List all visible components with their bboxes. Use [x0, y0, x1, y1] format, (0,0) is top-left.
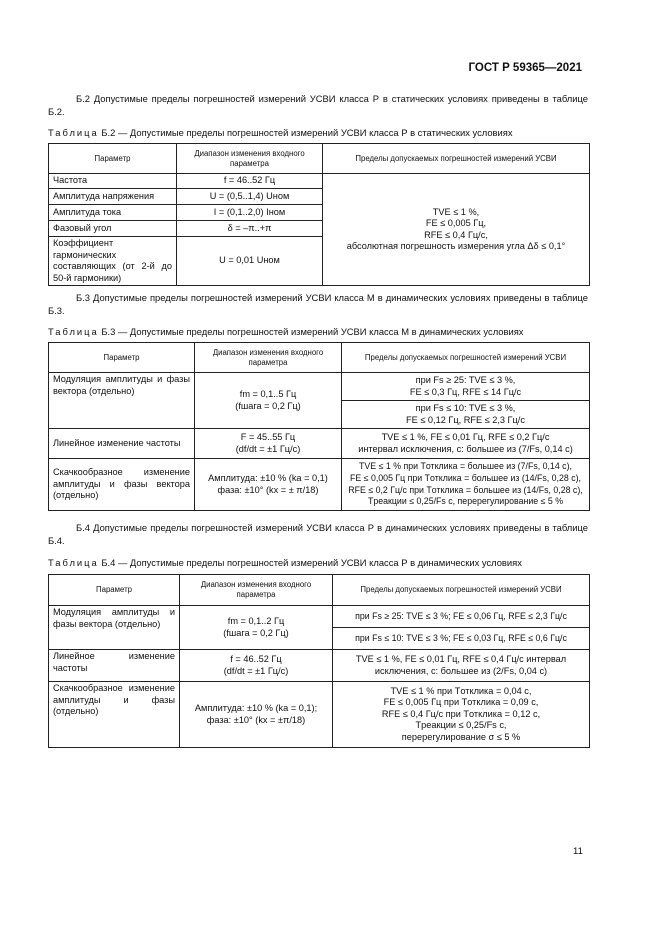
b4-header-row: [49, 575, 590, 606]
table-row: [49, 429, 590, 459]
b4-row3-range-line: фаза: ±10° (kx = ±π/18): [206, 714, 306, 725]
b4-header-param: Параметр: [49, 575, 180, 606]
b3-caption-text: Б.3 — Допустимые пределы погрешностей измерений УСВИ класса М в динамических условиях: [98, 326, 524, 337]
table-row: [49, 650, 590, 682]
b4-row3-range: [180, 682, 333, 748]
b3-row2-limit: [342, 429, 590, 459]
b4-table-caption: [48, 557, 598, 569]
b2-limits-cell: [323, 174, 590, 286]
b4-row2-param: Линейное изменение частоты: [49, 650, 180, 682]
b2-header-limits: Пределы допускаемых погрешностей измерений УСВИ: [323, 144, 590, 174]
b2-row-param: Частота: [49, 174, 177, 189]
page-number: 11: [573, 846, 583, 857]
b2-row-range: δ = –π..+π: [177, 221, 323, 237]
b3-row3-param: Скачкообразное изменение амплитуды и фазы вектора (отдельно): [49, 459, 195, 511]
b4-limit-line: FE ≤ 0,005 Гц при Tотклика = 0,09 с,: [383, 697, 539, 708]
b4-row1-range-line: (fшага = 0,2 Гц): [223, 627, 289, 638]
b3-row2-range-line: (df/dt = ±1 Гц/с): [235, 443, 301, 454]
b2-row-param: Коэффициент гармонических составляющих (от 2-й до 50-й гармоники): [49, 237, 177, 286]
b3-row3-range-line: фаза: ±10° (kx = ± π/18): [217, 484, 319, 495]
b3-row1-range-line: fm = 0,1..5 Гц: [239, 388, 297, 399]
b4-row1-range-line: fm = 0,1..2 Гц: [227, 615, 285, 626]
b2-row-param: Фазовый угол: [49, 221, 177, 237]
b4-intro-paragraph: [48, 522, 588, 547]
b4-row3-range-line: Амплитуда: ±10 % (ka = 0,1);: [194, 702, 318, 713]
b3-limit-line: TVE ≤ 1 %, FE ≤ 0,01 Гц, RFE ≤ 0,2 Гц/с: [381, 431, 550, 442]
b2-row-param: Амплитуда тока: [49, 205, 177, 221]
b4-caption-word: Таблица: [48, 557, 99, 568]
b4-header-limits: Пределы допускаемых погрешностей измерений УСВИ: [333, 575, 590, 606]
table-row: [49, 459, 590, 511]
document-id: ГОСТ Р 59365—2021: [468, 62, 582, 74]
b2-limit-line: RFE ≤ 0,4 Гц/с,: [424, 229, 488, 240]
b3-limit-line: TVE ≤ 1 % при Tотклика = большее из (7/Fs, 0,14 с),: [359, 461, 572, 472]
b3-header-row: [49, 343, 590, 373]
b2-header-range: Диапазон изменения входного параметра: [177, 144, 323, 174]
b4-row3-limit: [333, 682, 590, 748]
b3-limit-line: FE ≤ 0,005 Гц при Tотклика = большее из (14/Fs, 0,28 с),: [349, 472, 582, 483]
b2-row-range: U = 0,01 Uном: [177, 237, 323, 286]
b2-limit-line: абсолютная погрешность измерения угла Δδ ≤ 0,1°: [346, 241, 566, 252]
table-row: [49, 682, 590, 748]
b2-limit-line: FE ≤ 0,005 Гц,: [425, 218, 487, 229]
b3-limit-line: Tреакции ≤ 0,25/Fs с, перерегулирование ≤ 5 %: [367, 496, 564, 507]
b4-limit-line: Tреакции ≤ 0,25/Fs с,: [415, 720, 507, 731]
b2-header-param: Параметр: [49, 144, 177, 174]
b4-limit-line: RFE ≤ 0,4 Гц/с при Tотклика = 0,12 с,: [381, 708, 541, 719]
b3-limit-line: при Fs ≤ 10: TVE ≤ 3 %,: [415, 402, 516, 413]
b4-row1-range: [180, 606, 333, 650]
b4-row2-limit: [333, 650, 590, 682]
b4-row2-range: [180, 650, 333, 682]
b4-header-range: Диапазон изменения входного параметра: [180, 575, 333, 606]
b2-intro-paragraph: [48, 93, 588, 118]
b2-row-range: U = (0,5..1,4) Uном: [177, 189, 323, 205]
b3-table-caption: [48, 326, 598, 338]
b3-header-limits: Пределы допускаемых погрешностей измерений УСВИ: [342, 343, 590, 373]
b3-limit-line: интервал исключения, с: большее из (7/Fs, 0,14 с): [358, 443, 573, 454]
table-row: [49, 373, 590, 401]
b2-caption-word: Таблица: [48, 127, 99, 138]
b3-table: [48, 342, 590, 511]
b2-row-range: f = 46..52 Гц: [177, 174, 323, 189]
b2-intro-text: Б.2 Допустимые пределы погрешностей измерений УСВИ класса Р в статических условиях приведены в таблице Б.2.: [48, 93, 588, 117]
b3-limit-line: при Fs ≥ 25: TVE ≤ 3 %,: [415, 374, 516, 385]
b3-row2-range-line: F = 45..55 Гц: [240, 431, 296, 442]
b4-intro-text: Б.4 Допустимые пределы погрешностей измерений УСВИ класса Р в динамических условиях приведены в таблице Б.4.: [48, 522, 588, 546]
b2-caption-text: Б.2 — Допустимые пределы погрешностей измерений УСВИ класса Р в статических условиях: [98, 127, 513, 138]
b3-row2-range: [195, 429, 342, 459]
b4-caption-text: Б.4 — Допустимые пределы погрешностей измерений УСВИ класса Р в динамических условиях: [98, 557, 522, 568]
b2-row-range: I = (0,1..2,0) Iном: [177, 205, 323, 221]
b3-header-param: Параметр: [49, 343, 195, 373]
b3-row2-param: Линейное изменение частоты: [49, 429, 195, 459]
b3-row1-param: Модуляция амплитуды и фазы вектора (отдельно): [49, 373, 195, 429]
b3-caption-word: Таблица: [48, 326, 99, 337]
b3-intro-text: Б.3 Допустимые пределы погрешностей измерений УСВИ класса М в динамических условиях приведены в таблице Б.3.: [48, 292, 588, 316]
b4-row2-range-line: f = 46..52 Гц: [230, 653, 282, 664]
b2-header-row: [49, 144, 590, 174]
b2-table: [48, 143, 590, 286]
table-row: [49, 174, 590, 189]
table-row: [49, 606, 590, 628]
b4-limit-line: исключения, с: большее из (2/Fs, 0,04 с): [374, 665, 548, 676]
b3-row3-range-line: Амплитуда: ±10 % (ka = 0,1): [208, 472, 328, 483]
b4-limit-line: TVE ≤ 1 % при Tотклика = 0,04 с,: [390, 685, 532, 696]
b4-row1-param: Модуляция амплитуды и фазы вектора (отдельно): [49, 606, 180, 650]
b3-limit-line: RFE ≤ 0,2 Гц/с при Tотклика = большее из (14/Fs, 0,28 с),: [348, 484, 583, 495]
b4-row1-limit-a: при Fs ≥ 25: TVE ≤ 3 %; FE ≤ 0,06 Гц, RFE ≤ 2,3 Гц/с: [333, 606, 590, 628]
b4-row3-param: Скачкообразное изменение амплитуды и фазы (отдельно): [49, 682, 180, 748]
b4-row1-limit-b: при Fs ≤ 10: TVE ≤ 3 %; FE ≤ 0,03 Гц, RFE ≤ 0,6 Гц/с: [333, 628, 590, 650]
b3-row3-range: [195, 459, 342, 511]
b4-row2-range-line: (df/dt = ±1 Гц/с): [223, 665, 289, 676]
b4-limit-line: TVE ≤ 1 %, FE ≤ 0,01 Гц, RFE ≤ 0,4 Гц/с интервал: [355, 653, 567, 664]
b2-table-caption: [48, 127, 598, 139]
b3-row3-limit: [342, 459, 590, 511]
b3-limit-line: FE ≤ 0,3 Гц, RFE ≤ 14 Гц/с: [409, 386, 522, 397]
b3-row1-limit-a: [342, 373, 590, 401]
b3-header-range: Диапазон изменения входного параметра: [195, 343, 342, 373]
b3-row1-limit-b: [342, 401, 590, 429]
b3-row1-range: [195, 373, 342, 429]
b4-limit-line: перерегулирование σ ≤ 5 %: [401, 731, 521, 742]
b2-row-param: Амплитуда напряжения: [49, 189, 177, 205]
b3-row1-range-line: (fшага = 0,2 Гц): [235, 400, 301, 411]
b3-limit-line: FE ≤ 0,12 Гц, RFE ≤ 2,3 Гц/с: [406, 414, 525, 425]
b3-intro-paragraph: [48, 292, 588, 317]
b4-table: [48, 574, 590, 748]
b2-limit-line: TVE ≤ 1 %,: [432, 206, 480, 217]
